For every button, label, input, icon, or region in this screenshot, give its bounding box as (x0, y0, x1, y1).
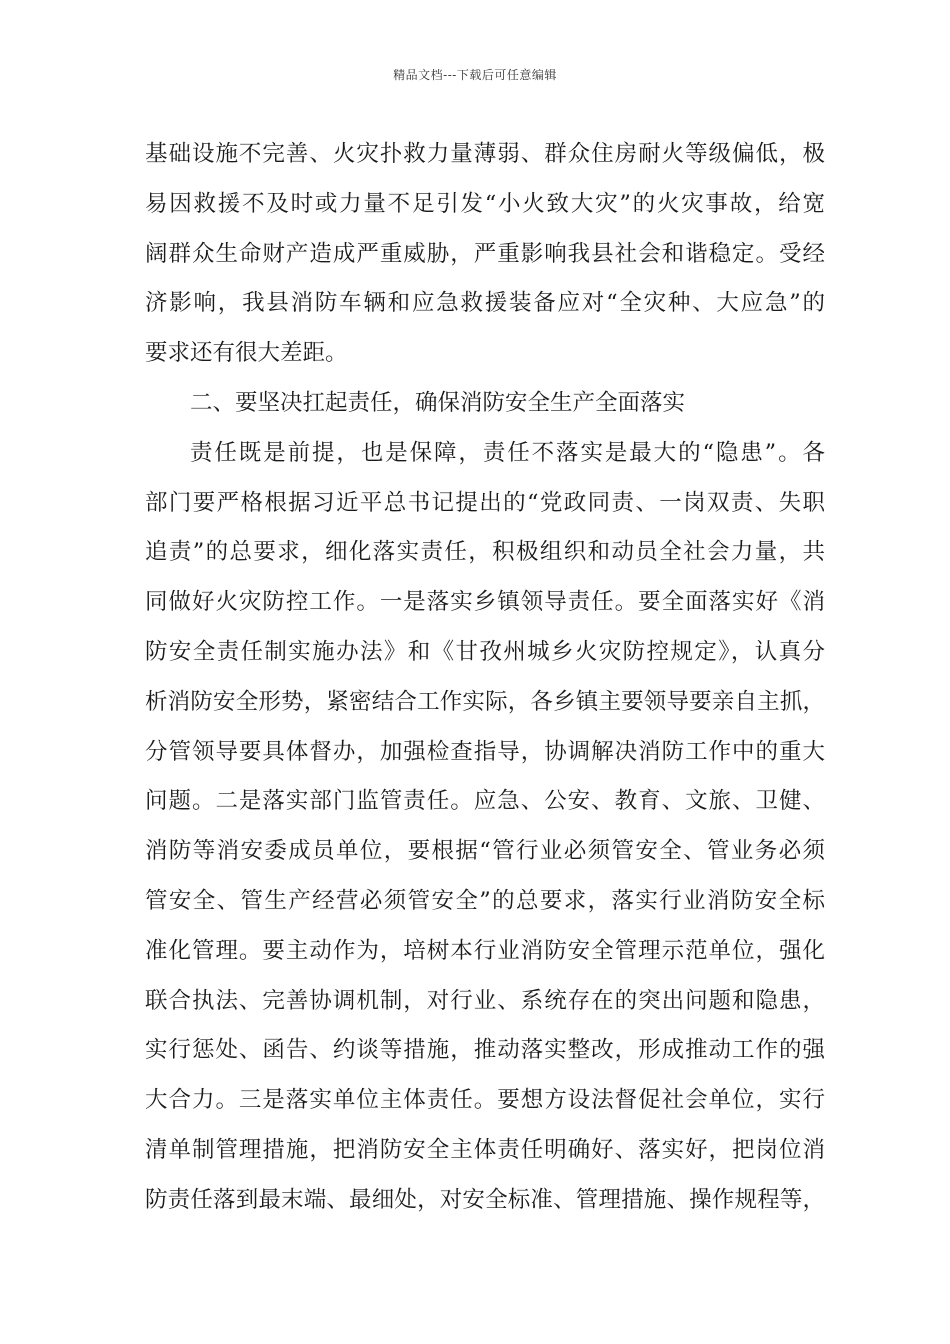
text-line: 大合力。三是落实单位主体责任。要想方设法督促社会单位，实行 (145, 1087, 825, 1114)
text-line: 阔群众生命财产造成严重威胁，严重影响我县社会和谐稳定。受经 (145, 240, 825, 267)
document-body (145, 130, 825, 1226)
text-line: 部门要严格根据习近平总书记提出的“党政同责、一岗双责、失职 (145, 489, 825, 516)
text-line: 追责”的总要求，细化落实责任，积极组织和动员全社会力量，共 (145, 539, 825, 566)
text-line: 易因救援不及时或力量不足引发“小火致大灾”的火灾事故，给宽 (145, 190, 825, 217)
text-line: 实行惩处、函告、约谈等措施，推动落实整改，形成推动工作的强 (145, 1037, 825, 1064)
text-line: 基础设施不完善、火灾扑救力量薄弱、群众住房耐火等级偏低，极 (145, 141, 825, 167)
text-line: 济影响，我县消防车辆和应急救援装备应对“全灾种、大应急”的 (145, 290, 825, 317)
text-line: 准化管理。要主动作为，培树本行业消防安全管理示范单位，强化 (145, 937, 825, 964)
text-line: 析消防安全形势，紧密结合工作实际，各乡镇主要领导要亲自主抓， (145, 688, 825, 715)
text-line: 清单制管理措施，把消防安全主体责任明确好、落实好，把岗位消 (145, 1136, 825, 1163)
page-header: 精品文档---下载后可任意编辑 (393, 68, 557, 82)
section-heading: 二、要坚决扛起责任，确保消防安全生产全面落实 (190, 389, 686, 416)
text-line: 消防等消安委成员单位，要根据“管行业必须管安全、管业务必须 (145, 838, 825, 865)
text-line: 管安全、管生产经营必须管安全”的总要求，落实行业消防安全标 (145, 887, 825, 914)
text-line: 同做好火灾防控工作。一是落实乡镇领导责任。要全面落实好《消 (145, 589, 825, 616)
text-line: 责任既是前提，也是保障，责任不落实是最大的“隐患”。各 (190, 439, 825, 466)
text-line: 问题。二是落实部门监管责任。应急、公安、教育、文旅、卫健、 (145, 788, 825, 815)
text-line: 分管领导要具体督办，加强检查指导，协调解决消防工作中的重大 (145, 738, 825, 765)
text-line: 防责任落到最末端、最细处，对安全标准、管理措施、操作规程等， (145, 1186, 825, 1213)
text-line: 防安全责任制实施办法》和《甘孜州城乡火灾防控规定》，认真分 (145, 638, 825, 665)
text-line: 联合执法、完善协调机制，对行业、系统存在的突出问题和隐患， (145, 987, 825, 1014)
text-line: 要求还有很大差距。 (145, 340, 348, 367)
